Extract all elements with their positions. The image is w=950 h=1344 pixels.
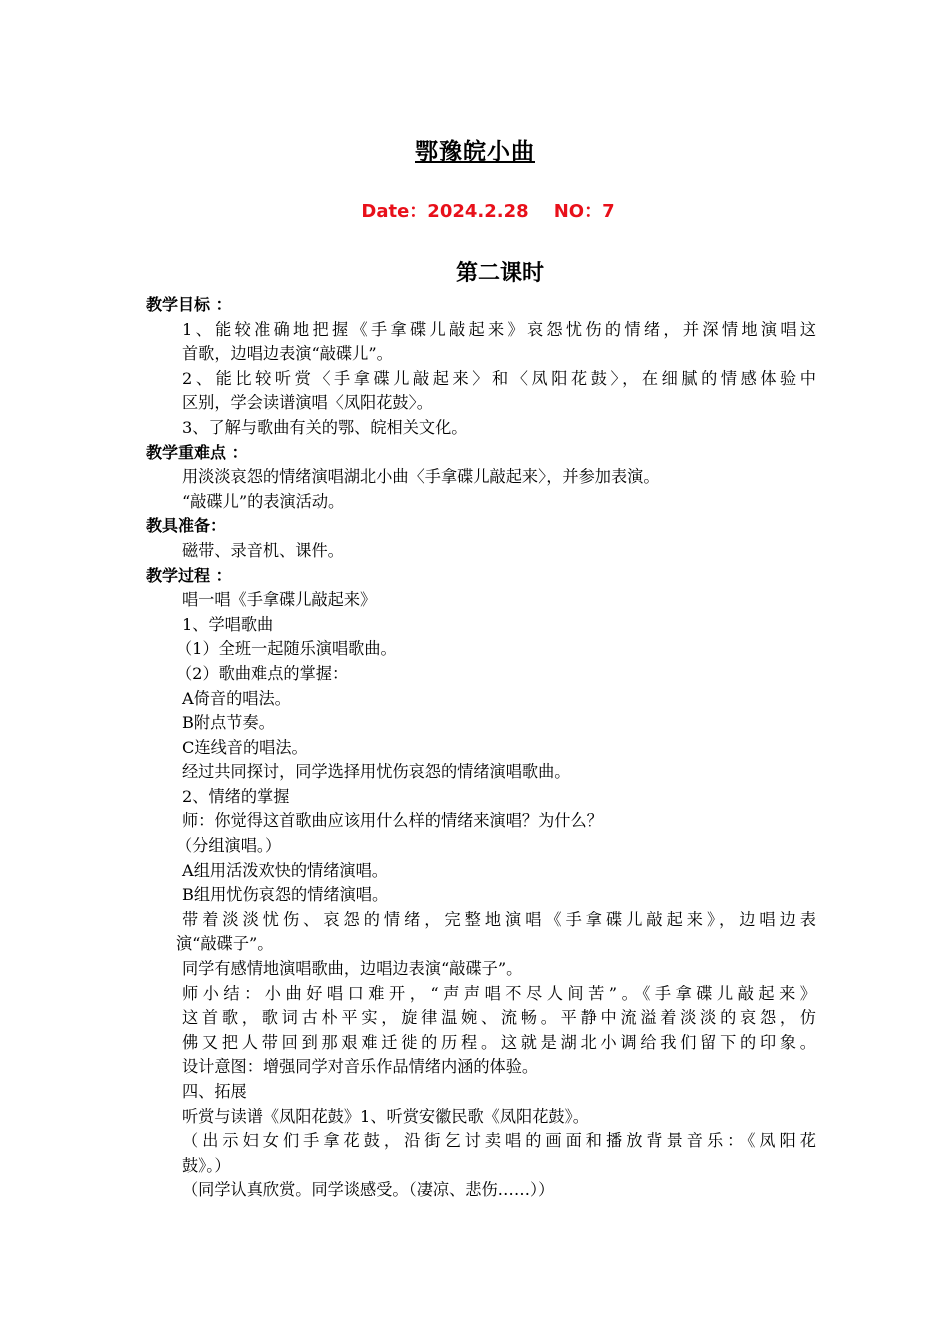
date-number-line: Date：2024.2.28 NO：7 [361,201,615,222]
process-line: （同学认真欣赏。同学谈感受。（凄凉、悲伤……）） [182,1180,555,1200]
process-line: B附点节奏。 [182,713,275,733]
objectives-line: 3、了解与歌曲有关的鄂、皖相关文化。 [182,417,468,437]
process-line: B组用忧伤哀怨的情绪演唱。 [182,885,389,905]
process-heading: 教学过程 ： [146,565,232,585]
process-line: 佛又把人带回到那艰难迁徙的历程。这就是湖北小调给我们留下的印象。 [182,1032,816,1052]
process-line: 经过共同探讨，同学选择用忧伤哀怨的情绪演唱歌曲。 [182,762,571,782]
process-line: （分组演唱。） [176,836,282,856]
objectives-line: 1、能较准确地把握《手拿碟儿敲起来》哀怨忧伤的情绪，并深情地演唱这 [182,319,816,339]
key-points-line: “敲碟儿”的表演活动。 [182,491,345,511]
process-line: A倚音的唱法。 [182,688,291,708]
process-line: （出示妇女们手拿花鼓，沿街乞讨卖唱的画面和播放背景音乐：《凤阳花 [182,1131,816,1151]
key-points-line: 用淡淡哀怨的情绪演唱湖北小曲〈手拿碟儿敲起来〉，并参加表演。 [182,467,660,487]
process-line: 2、情绪的掌握 [182,786,290,806]
materials-heading: 教具准备： [146,516,227,536]
lesson-content [146,293,816,1203]
process-line: 带着淡淡忧伤、哀怨的情绪，完整地演唱《手拿碟儿敲起来》，边唱边表 [182,909,816,929]
process-line: A组用活泼欢快的情绪演唱。 [182,860,388,880]
objectives-line: 区别，学会读谱演唱〈凤阳花鼓〉。 [182,393,433,413]
document-title: 鄂豫皖小曲 [415,139,535,165]
process-line: 师：你觉得这首歌曲应该用什么样的情绪来演唱？为什么？ [182,811,603,831]
process-line: 师小结：小曲好唱口难开，“声声唱不尽人间苦”。《手拿碟儿敲起来》 [182,983,816,1003]
process-line: 听赏与读谱《凤阳花鼓》1、听赏安徽民歌《凤阳花鼓》。 [182,1106,589,1126]
process-line: （2）歌曲难点的掌握： [176,663,349,683]
process-line: 演“敲碟子”。 [176,934,274,954]
process-line: C连线音的唱法。 [182,737,308,757]
key-points-heading: 教学重难点 ： [146,442,248,462]
process-line: 四、拓展 [182,1082,247,1101]
objectives-line: 2、能比较听赏〈手拿碟儿敲起来〉和〈凤阳花鼓〉，在细腻的情感体验中 [182,368,816,388]
objectives-heading: 教学目标 ： [146,295,232,314]
materials-line: 磁带、录音机、课件。 [182,540,344,560]
process-line: 1、学唱歌曲 [182,614,274,634]
objectives-line: 首歌，边唱边表演“敲碟儿”。 [182,344,393,364]
process-line: 设计意图：增强同学对音乐作品情绪内涵的体验。 [182,1057,539,1077]
process-line: 鼓》。） [182,1155,231,1175]
process-line: 同学有感情地演唱歌曲，边唱边表演“敲碟子”。 [182,959,523,979]
process-line: 唱一唱《手拿碟儿敲起来》 [182,590,377,610]
process-line: （1）全班一起随乐演唱歌曲。 [176,639,397,659]
lesson-subtitle: 第二课时 [455,261,544,286]
process-line: 这首歌，歌词古朴平实，旋律温婉、流畅。平静中流溢着淡淡的哀怨，仿 [182,1008,816,1028]
